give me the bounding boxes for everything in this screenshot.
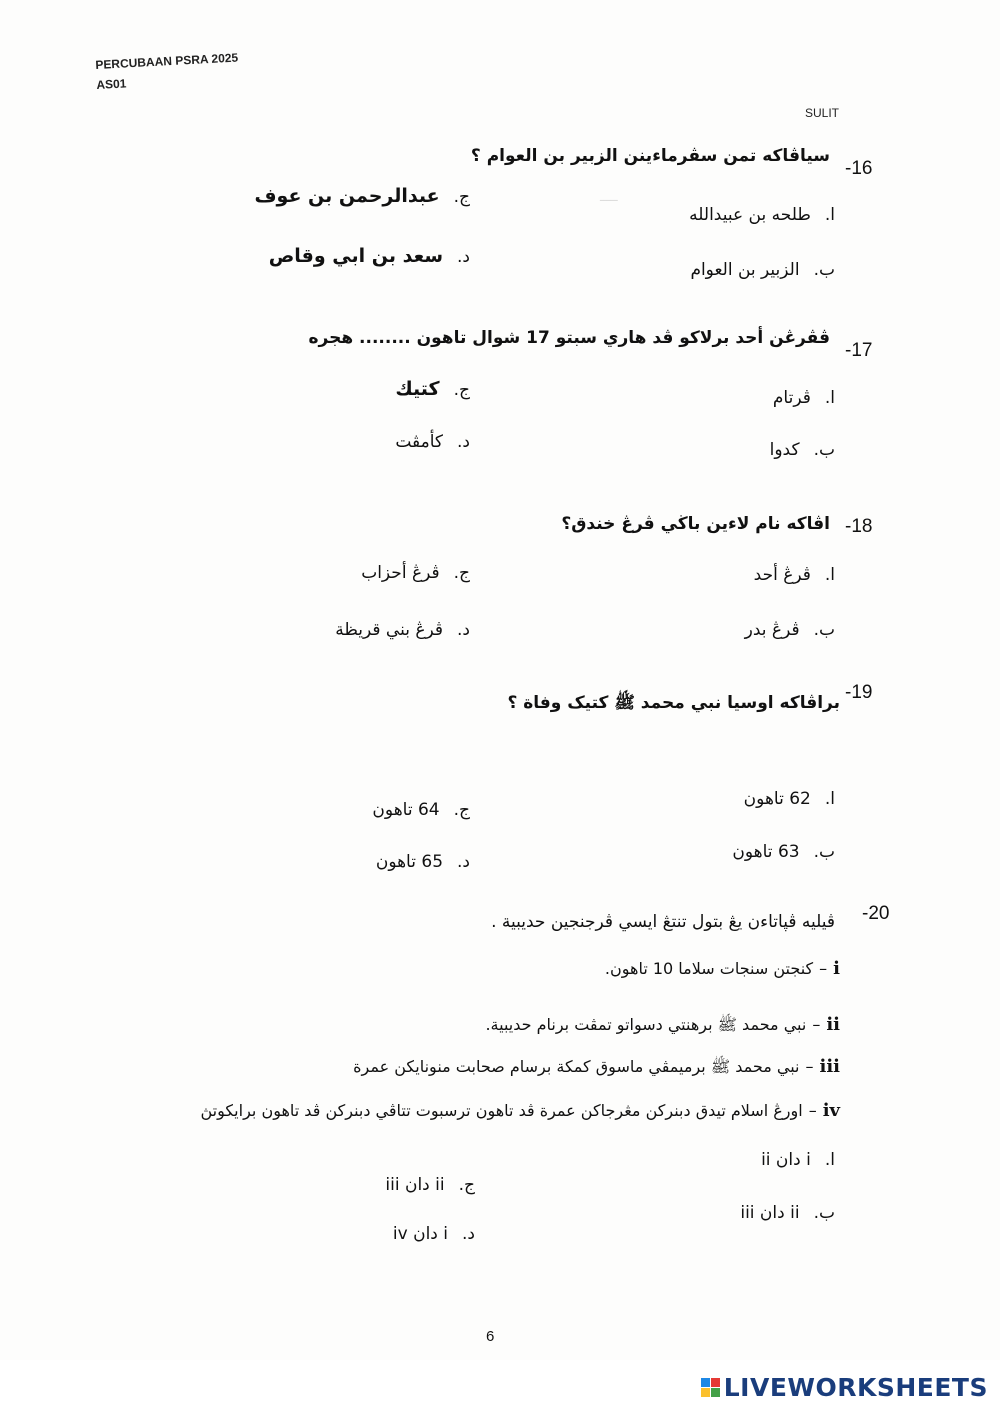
question-18-option-b[interactable]: [745, 620, 835, 640]
question-20-option-b[interactable]: [740, 1203, 835, 1223]
liveworksheets-logo: [701, 1373, 988, 1402]
statement-roman: i: [833, 958, 840, 979]
bleed-through-text: ـــــ: [600, 190, 618, 204]
option-text: 63 تاهون: [732, 842, 800, 862]
exam-title: PERCUBAAN PSRA 2025: [95, 50, 239, 72]
option-text: ڤرتام: [772, 388, 811, 408]
question-18-option-d[interactable]: [335, 620, 470, 640]
option-label: ب.: [813, 842, 835, 862]
question-19-option-d[interactable]: [376, 852, 470, 872]
question-16-option-a[interactable]: [689, 205, 835, 225]
option-text: كأمڤت: [395, 432, 444, 452]
option-text: 62 تاهون: [743, 789, 811, 809]
option-text: ڤرڠ بني قريظة: [335, 620, 444, 640]
question-19-option-b[interactable]: [732, 842, 835, 862]
option-label: د.: [462, 1224, 475, 1244]
option-text: سعد بن ابي وقاص: [268, 245, 444, 267]
question-17-option-b[interactable]: [770, 440, 835, 460]
logo-square-blue: [701, 1378, 710, 1387]
option-label: ب.: [813, 440, 835, 460]
liveworksheets-icon: [701, 1378, 720, 1397]
question-16-option-d[interactable]: [269, 245, 470, 267]
question-17-option-c[interactable]: [395, 378, 470, 400]
question-18-option-c[interactable]: [361, 563, 470, 583]
question-16-option-c[interactable]: [254, 185, 470, 207]
option-text: ڤرڠ أحد: [753, 565, 811, 585]
option-label: ب.: [813, 620, 835, 640]
option-label: ا.: [824, 565, 835, 585]
option-label: ا.: [824, 789, 835, 809]
statement-dash: –: [812, 1015, 821, 1034]
statement-dash: –: [819, 959, 828, 978]
option-label: ج.: [453, 800, 470, 820]
option-label: ب.: [813, 260, 835, 280]
question-17-option-d[interactable]: [395, 432, 470, 452]
statement-text: نبي محمد ﷺ برميمڤي ماسوق كمكة برسام صحابت منونايكن عمرة: [353, 1057, 800, 1076]
question-19-text: براڤاكه اوسيا نبي محمد ﷺ كتيک وفاة ؟: [507, 693, 840, 713]
question-19-option-c[interactable]: [372, 800, 470, 820]
option-text: 64 تاهون: [372, 800, 440, 820]
statement-dash: –: [805, 1057, 814, 1076]
option-text: كتيك: [395, 378, 440, 400]
question-20-statement-ii: [485, 1014, 840, 1038]
question-16-option-b[interactable]: [690, 260, 835, 280]
question-20-option-a[interactable]: [761, 1150, 835, 1170]
option-text: طلحه بن عبيدالله: [689, 205, 811, 225]
logo-square-yellow: [701, 1388, 710, 1397]
option-text: ڤرڠ أحزاب: [361, 563, 440, 583]
option-label: د.: [457, 247, 470, 267]
option-text: ii دان iii: [740, 1203, 800, 1223]
option-label: ا.: [824, 205, 835, 225]
option-label: ا.: [824, 388, 835, 408]
option-text: الزبير بن العوام: [690, 260, 800, 280]
question-20-statement-iv: [200, 1100, 840, 1121]
question-20-option-c[interactable]: [385, 1175, 475, 1195]
option-label: د.: [457, 852, 470, 872]
statement-roman: iii: [819, 1056, 840, 1077]
option-text: i دان ii: [761, 1150, 811, 1170]
statement-text: اورڠ اسلام تيدق دبنركن مڠرجاكن عمرة ڤد تاهون ترسبوت تتاڤي دبنركن ڤد تاهون برايكوتڽ: [200, 1101, 803, 1120]
question-16-text: سياڤاكه تمن سڤرماءينن الزبير بن العوام ؟: [470, 146, 830, 166]
option-label: ج.: [458, 1175, 475, 1195]
question-18-text: اڤاكه نام لاءين باڬي ڤرڠ خندق؟: [561, 514, 830, 534]
option-text: عبدالرحمن بن عوف: [254, 185, 440, 207]
question-18-number: -18: [845, 516, 873, 537]
statement-roman: ii: [826, 1014, 840, 1035]
page-number: 6: [486, 1328, 495, 1345]
question-18-option-a[interactable]: [754, 565, 835, 585]
question-17-text: ڤڤرڠن أحد برلاكو ڤد هاري سبتو 17 شوال تاهون ........ هجره: [308, 328, 830, 348]
question-19-option-a[interactable]: [744, 789, 835, 809]
option-label: ج.: [453, 563, 470, 583]
option-text: ii دان iii: [385, 1175, 445, 1195]
classification-label: SULIT: [805, 106, 840, 120]
question-20-statement-iii: [353, 1056, 840, 1080]
option-label: د.: [457, 620, 470, 640]
option-text: ڤرڠ بدر: [744, 620, 800, 640]
question-20-number: -20: [862, 903, 890, 924]
statement-dash: –: [808, 1101, 817, 1120]
question-17-option-a[interactable]: [773, 388, 835, 408]
question-20-statement-i: [605, 958, 840, 979]
option-label: ج.: [453, 380, 470, 400]
option-text: 65 تاهون: [375, 852, 444, 872]
question-20-text: ڤيليه ڤڽاتاءن يڠ بتول تنتڠ ايسي ڤرجنجين حديبية .: [491, 912, 835, 932]
paper-code: AS01: [96, 76, 127, 92]
question-16-number: -16: [845, 158, 873, 179]
logo-square-green: [711, 1388, 720, 1397]
question-20-option-d[interactable]: [393, 1224, 475, 1244]
option-text: كدوا: [769, 440, 800, 460]
option-label: ب.: [813, 1203, 835, 1223]
question-19-number: -19: [845, 682, 873, 703]
statement-text: كنجتن سنجات سلاما 10 تاهون.: [604, 959, 814, 978]
question-17-number: -17: [845, 340, 873, 361]
option-text: i دان iv: [392, 1224, 449, 1244]
option-label: ج.: [453, 187, 470, 207]
option-label: ا.: [824, 1150, 835, 1170]
liveworksheets-wordmark: LIVEWORKSHEETS: [723, 1373, 988, 1402]
option-label: د.: [457, 432, 470, 452]
statement-text: نبي محمد ﷺ برهنتي دسواتو تمڤت برنام حديبية.: [485, 1015, 807, 1034]
logo-square-red: [711, 1378, 720, 1387]
statement-roman: iv: [822, 1100, 840, 1121]
